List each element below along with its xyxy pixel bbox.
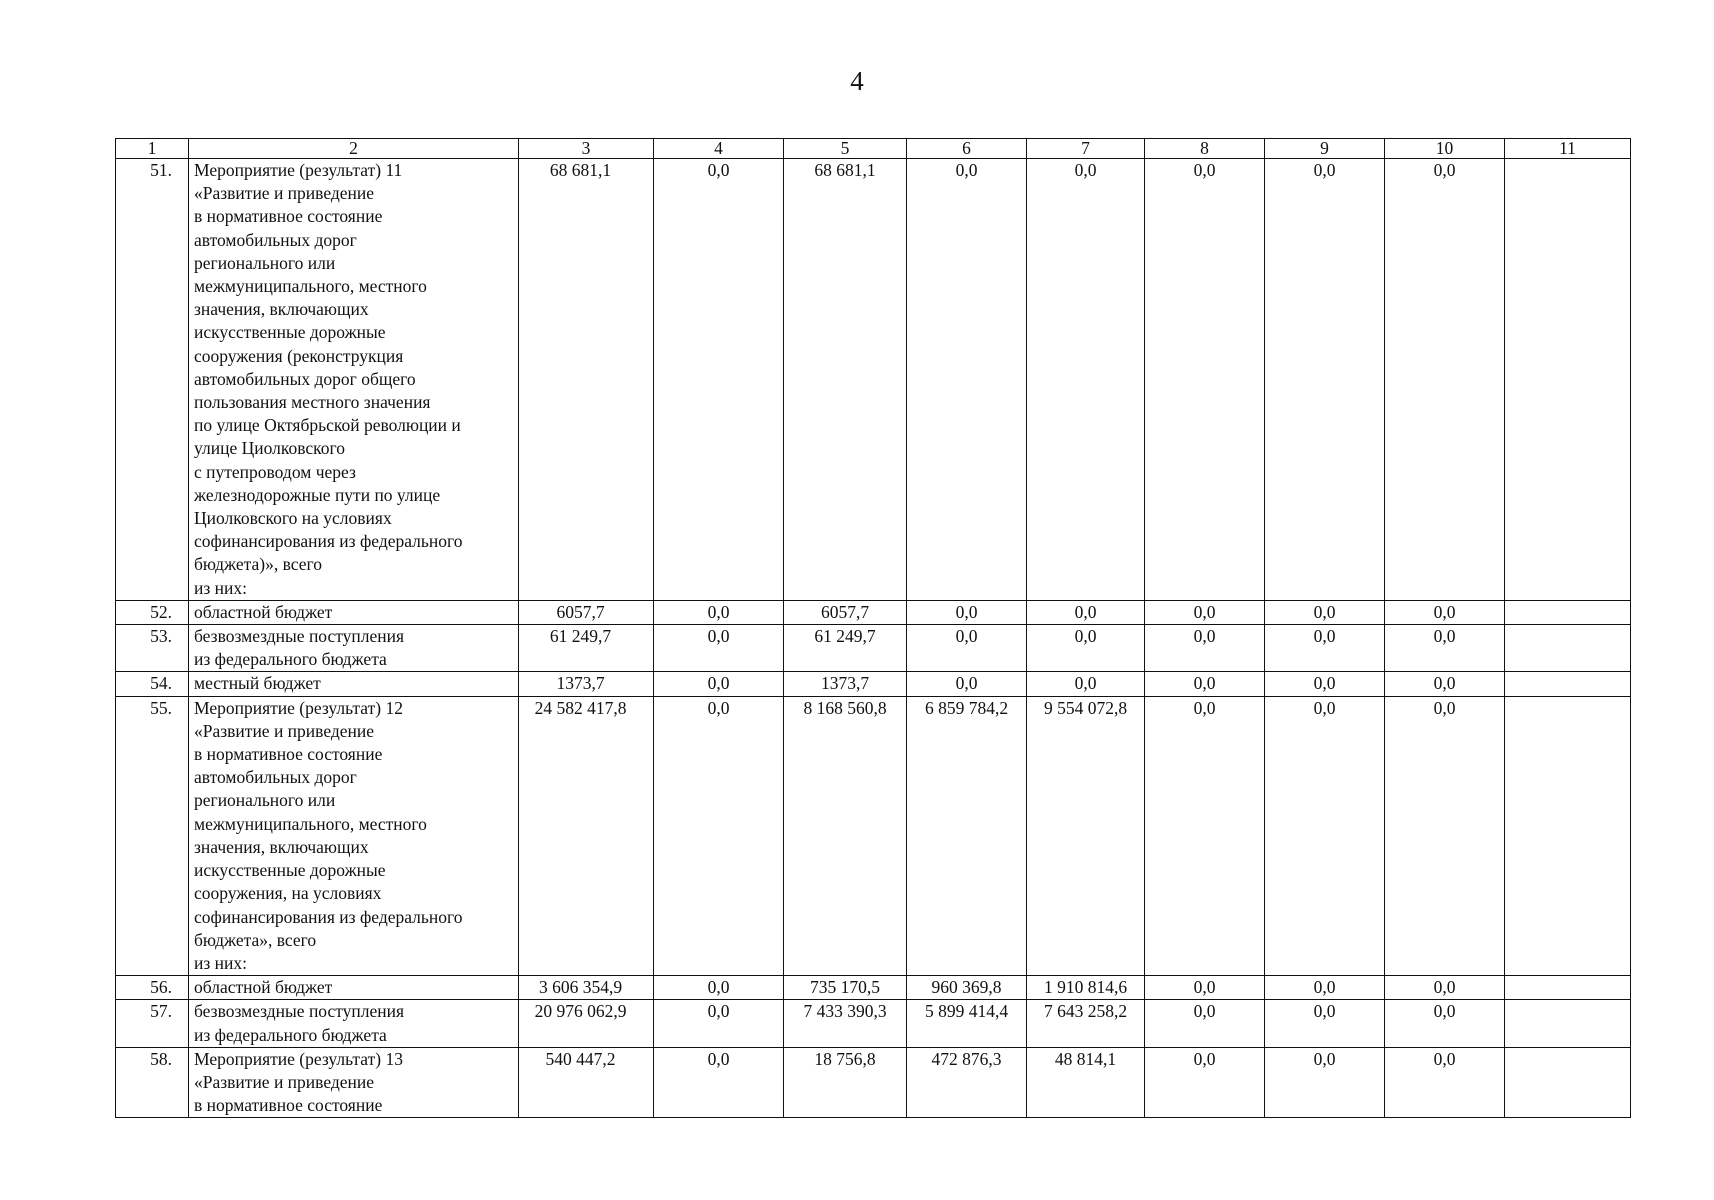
row-name-cell: местный бюджет: [189, 672, 519, 696]
value-cell-col-3: 1373,7: [519, 672, 654, 696]
value-cell-col-3: 540 447,2: [519, 1047, 654, 1118]
value-cell-col-5: 61 249,7: [784, 625, 907, 672]
column-number-cell: 10: [1385, 139, 1505, 159]
value-cell-col-9: 0,0: [1265, 696, 1385, 975]
column-number-cell: 6: [907, 139, 1027, 159]
value-cell-col-6: 960 369,8: [907, 976, 1027, 1000]
column-number-cell: 2: [189, 139, 519, 159]
row-name-cell: Мероприятие (результат) 11 «Развитие и приведение в нормативное состояние автомобильных дорог регионального или межмуниципального, местного значения, включающих искусственные дорожные сооружения (реконструкция автомобильных дорог общего пользования местного значения по улице Октябрьской революции и улице Циолковского с путепроводом через железнодорожные пути по улице Циолковского на условиях софинансирования из федерального бюджета)», всего из них:: [189, 159, 519, 601]
value-cell-col-7: 48 814,1: [1027, 1047, 1145, 1118]
value-cell-col-11: [1505, 1047, 1631, 1118]
value-cell-col-10: 0,0: [1385, 1047, 1505, 1118]
value-cell-col-3: 3 606 354,9: [519, 976, 654, 1000]
value-cell-col-7: 0,0: [1027, 672, 1145, 696]
value-cell-col-4: 0,0: [654, 600, 784, 624]
row-number-cell: 52.: [116, 600, 189, 624]
value-cell-col-9: 0,0: [1265, 159, 1385, 601]
value-cell-col-8: 0,0: [1145, 1047, 1265, 1118]
value-cell-col-11: [1505, 672, 1631, 696]
value-cell-col-6: 5 899 414,4: [907, 1000, 1027, 1047]
value-cell-col-11: [1505, 1000, 1631, 1047]
column-number-cell: 11: [1505, 139, 1631, 159]
row-number-cell: 56.: [116, 976, 189, 1000]
value-cell-col-8: 0,0: [1145, 625, 1265, 672]
value-cell-col-4: 0,0: [654, 696, 784, 975]
value-cell-col-7: 1 910 814,6: [1027, 976, 1145, 1000]
value-cell-col-11: [1505, 625, 1631, 672]
value-cell-col-7: 7 643 258,2: [1027, 1000, 1145, 1047]
value-cell-col-4: 0,0: [654, 1000, 784, 1047]
value-cell-col-5: 18 756,8: [784, 1047, 907, 1118]
row-number-cell: 58.: [116, 1047, 189, 1118]
row-name-cell: безвозмездные поступления из федерального бюджета: [189, 625, 519, 672]
value-cell-col-7: 0,0: [1027, 625, 1145, 672]
budget-table: [115, 138, 1631, 1118]
row-name-cell: областной бюджет: [189, 976, 519, 1000]
value-cell-col-10: 0,0: [1385, 159, 1505, 601]
column-number-row: [116, 139, 1631, 159]
row-number-cell: 51.: [116, 159, 189, 601]
value-cell-col-5: 68 681,1: [784, 159, 907, 601]
page-number: 4: [850, 66, 864, 96]
row-number-cell: 53.: [116, 625, 189, 672]
column-number-cell: 9: [1265, 139, 1385, 159]
value-cell-col-3: 24 582 417,8: [519, 696, 654, 975]
row-name-cell: областной бюджет: [189, 600, 519, 624]
value-cell-col-6: 472 876,3: [907, 1047, 1027, 1118]
value-cell-col-7: 0,0: [1027, 600, 1145, 624]
value-cell-col-7: 9 554 072,8: [1027, 696, 1145, 975]
value-cell-col-8: 0,0: [1145, 976, 1265, 1000]
value-cell-col-9: 0,0: [1265, 672, 1385, 696]
value-cell-col-8: 0,0: [1145, 696, 1265, 975]
column-number-cell: 8: [1145, 139, 1265, 159]
row-number-cell: 54.: [116, 672, 189, 696]
column-number-cell: 1: [116, 139, 189, 159]
table-row: [116, 696, 1631, 975]
row-number-cell: 57.: [116, 1000, 189, 1047]
value-cell-col-4: 0,0: [654, 625, 784, 672]
column-number-cell: 7: [1027, 139, 1145, 159]
value-cell-col-3: 6057,7: [519, 600, 654, 624]
value-cell-col-6: 0,0: [907, 672, 1027, 696]
table-row: [116, 1047, 1631, 1118]
value-cell-col-5: 7 433 390,3: [784, 1000, 907, 1047]
value-cell-col-10: 0,0: [1385, 976, 1505, 1000]
value-cell-col-11: [1505, 696, 1631, 975]
value-cell-col-8: 0,0: [1145, 159, 1265, 601]
value-cell-col-6: 0,0: [907, 625, 1027, 672]
table-row: [116, 1000, 1631, 1047]
column-number-cell: 5: [784, 139, 907, 159]
value-cell-col-10: 0,0: [1385, 696, 1505, 975]
value-cell-col-3: 61 249,7: [519, 625, 654, 672]
value-cell-col-9: 0,0: [1265, 1000, 1385, 1047]
value-cell-col-4: 0,0: [654, 976, 784, 1000]
column-number-cell: 3: [519, 139, 654, 159]
value-cell-col-3: 68 681,1: [519, 159, 654, 601]
table-row: [116, 625, 1631, 672]
row-name-cell: Мероприятие (результат) 12 «Развитие и приведение в нормативное состояние автомобильных дорог регионального или межмуниципального, местного значения, включающих искусственные дорожные сооружения, на условиях софинансирования из федерального бюджета», всего из них:: [189, 696, 519, 975]
value-cell-col-5: 6057,7: [784, 600, 907, 624]
table-row: [116, 600, 1631, 624]
value-cell-col-8: 0,0: [1145, 600, 1265, 624]
value-cell-col-11: [1505, 976, 1631, 1000]
value-cell-col-8: 0,0: [1145, 672, 1265, 696]
value-cell-col-4: 0,0: [654, 672, 784, 696]
row-name-cell: безвозмездные поступления из федерального бюджета: [189, 1000, 519, 1047]
value-cell-col-10: 0,0: [1385, 672, 1505, 696]
row-name-cell: Мероприятие (результат) 13 «Развитие и приведение в нормативное состояние: [189, 1047, 519, 1118]
value-cell-col-5: 1373,7: [784, 672, 907, 696]
value-cell-col-6: 0,0: [907, 600, 1027, 624]
table-row: [116, 976, 1631, 1000]
value-cell-col-9: 0,0: [1265, 625, 1385, 672]
value-cell-col-4: 0,0: [654, 1047, 784, 1118]
table-row: [116, 672, 1631, 696]
value-cell-col-8: 0,0: [1145, 1000, 1265, 1047]
value-cell-col-9: 0,0: [1265, 600, 1385, 624]
value-cell-col-10: 0,0: [1385, 625, 1505, 672]
value-cell-col-10: 0,0: [1385, 600, 1505, 624]
value-cell-col-3: 20 976 062,9: [519, 1000, 654, 1047]
value-cell-col-7: 0,0: [1027, 159, 1145, 601]
value-cell-col-9: 0,0: [1265, 1047, 1385, 1118]
value-cell-col-5: 735 170,5: [784, 976, 907, 1000]
value-cell-col-6: 0,0: [907, 159, 1027, 601]
table-row: [116, 159, 1631, 601]
value-cell-col-10: 0,0: [1385, 1000, 1505, 1047]
value-cell-col-5: 8 168 560,8: [784, 696, 907, 975]
value-cell-col-11: [1505, 159, 1631, 601]
row-number-cell: 55.: [116, 696, 189, 975]
value-cell-col-11: [1505, 600, 1631, 624]
value-cell-col-6: 6 859 784,2: [907, 696, 1027, 975]
column-number-cell: 4: [654, 139, 784, 159]
value-cell-col-9: 0,0: [1265, 976, 1385, 1000]
value-cell-col-4: 0,0: [654, 159, 784, 601]
